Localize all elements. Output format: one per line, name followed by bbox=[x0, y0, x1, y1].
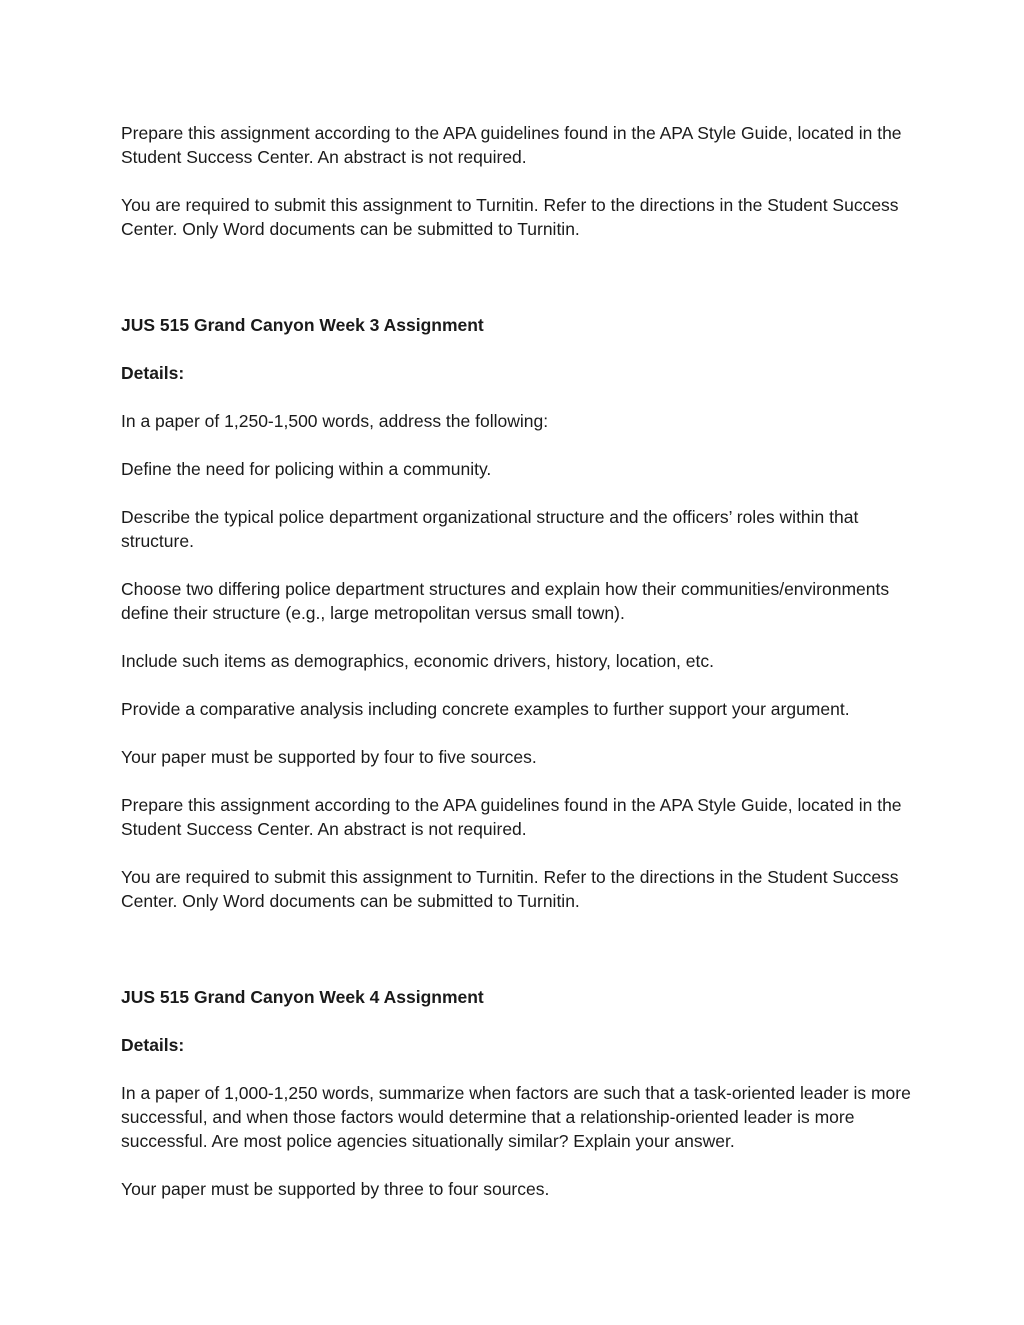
week3-paragraph: Prepare this assignment according to the APA guidelines found in the APA Style Guide, located in the Student Success Center. An abstract is not required. bbox=[121, 795, 902, 839]
section-spacer bbox=[121, 937, 911, 985]
week3-paragraph: Your paper must be supported by four to five sources. bbox=[121, 747, 537, 767]
week4-paragraph: In a paper of 1,000-1,250 words, summarize when factors are such that a task-oriented leader is more successful, and when those factors would determine that a relationship-oriented leader is more successful. Are most police agencies situationally similar? Explain your answer. bbox=[121, 1083, 911, 1151]
document-body bbox=[121, 121, 911, 1225]
apa-instructions-paragraph: Prepare this assignment according to the APA guidelines found in the APA Style Guide, located in the Student Success Center. An abstract is not required. bbox=[121, 123, 902, 167]
week3-paragraph: Include such items as demographics, economic drivers, history, location, etc. bbox=[121, 651, 714, 671]
section-spacer bbox=[121, 265, 911, 313]
week3-paragraph: Provide a comparative analysis including concrete examples to further support your argument. bbox=[121, 699, 850, 719]
week3-paragraph: Define the need for policing within a community. bbox=[121, 459, 492, 479]
week3-assignment-title: JUS 515 Grand Canyon Week 3 Assignment bbox=[121, 315, 484, 335]
week3-details-label: Details: bbox=[121, 363, 185, 383]
turnitin-instructions-paragraph: You are required to submit this assignment to Turnitin. Refer to the directions in the Student Success Center. Only Word documents can be submitted to Turnitin. bbox=[121, 195, 899, 239]
week4-paragraph: Your paper must be supported by three to four sources. bbox=[121, 1179, 550, 1199]
week3-paragraph: Describe the typical police department organizational structure and the officers’ roles within that structure. bbox=[121, 507, 859, 551]
week3-paragraph: You are required to submit this assignment to Turnitin. Refer to the directions in the Student Success Center. Only Word documents can be submitted to Turnitin. bbox=[121, 867, 899, 911]
week4-details-label: Details: bbox=[121, 1035, 185, 1055]
week4-assignment-title: JUS 515 Grand Canyon Week 4 Assignment bbox=[121, 987, 484, 1007]
week3-paragraph: In a paper of 1,250-1,500 words, address the following: bbox=[121, 411, 549, 431]
week3-paragraph: Choose two differing police department structures and explain how their communities/environments define their structure (e.g., large metropolitan versus small town). bbox=[121, 579, 890, 623]
